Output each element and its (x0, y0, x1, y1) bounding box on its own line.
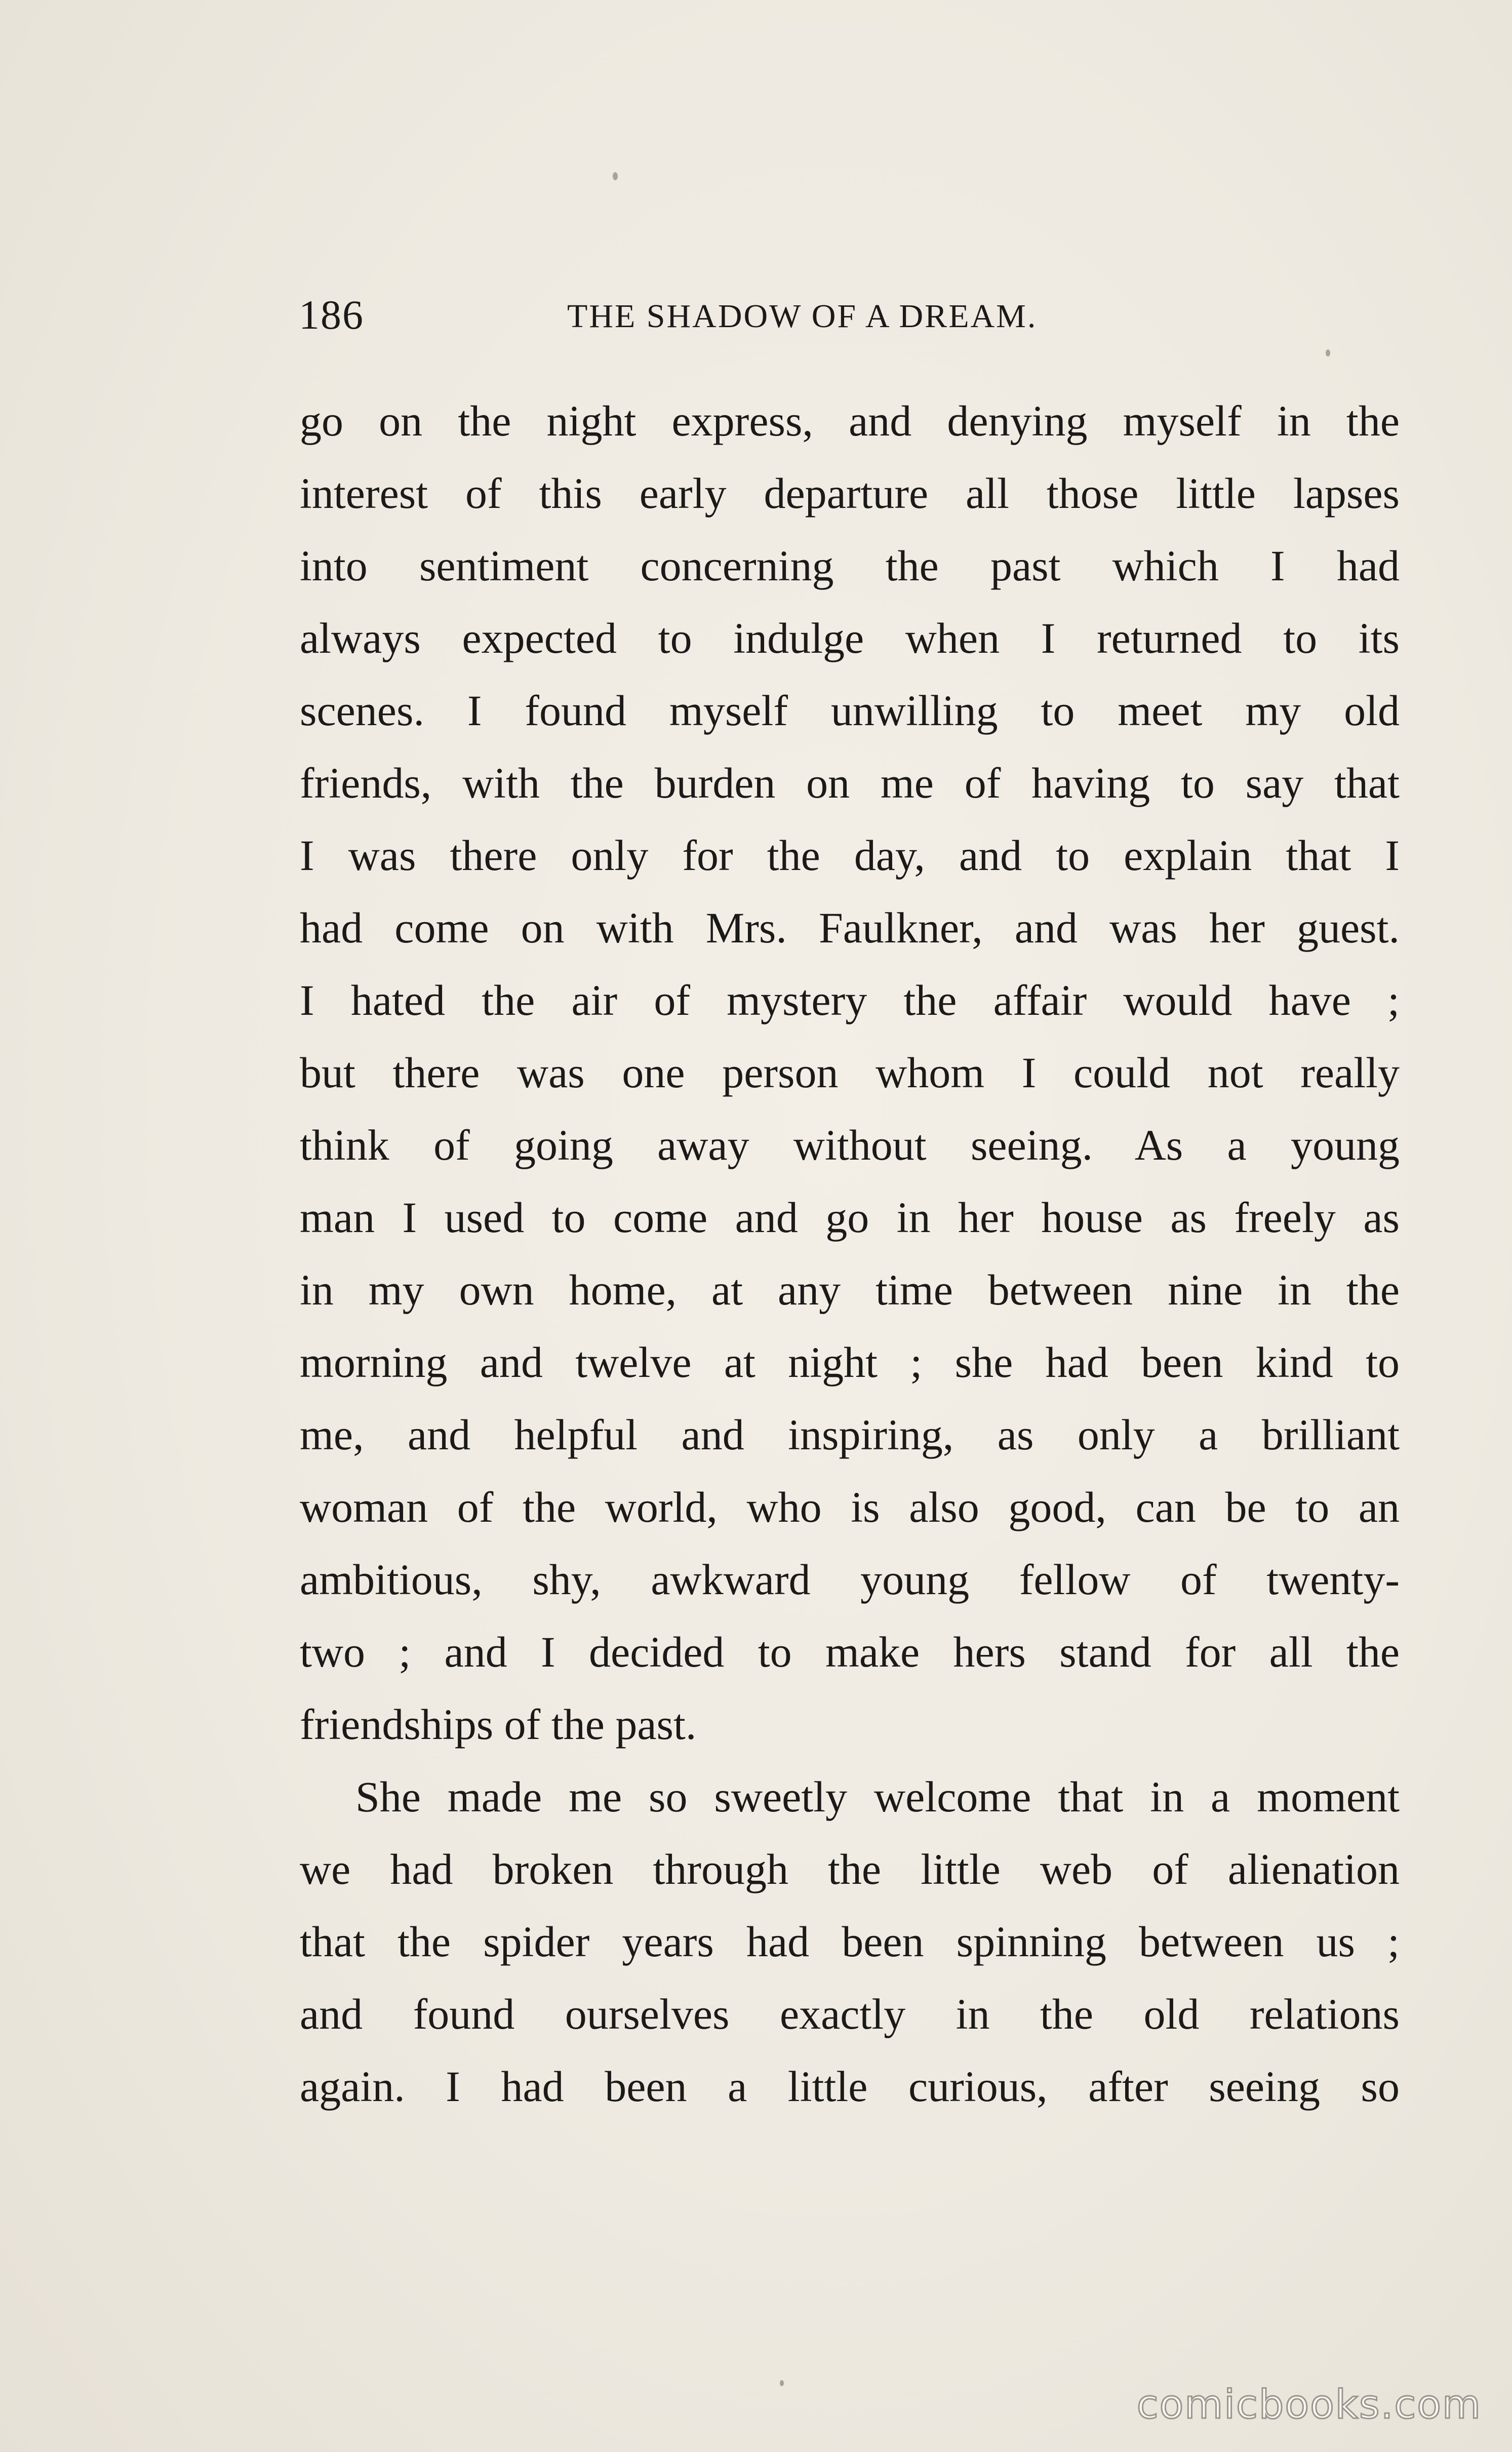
text-line: man I used to come and go in her house as freely as (300, 1193, 1400, 1242)
text-line: morning and twelve at night ; she had been kind to (300, 1338, 1400, 1387)
text-line: that the spider years had been spinning between us ; (300, 1917, 1400, 1966)
text-line: think of going away without seeing. As a young (300, 1121, 1400, 1169)
text-line: had come on with Mrs. Faulkner, and was her guest. (300, 903, 1400, 952)
text-line: scenes. I found myself unwilling to meet my old (300, 686, 1400, 735)
watermark: comicbooks.com (1136, 2382, 1482, 2428)
page-number: 186 (299, 292, 364, 338)
text-line: woman of the world, who is also good, can be to an (300, 1483, 1400, 1531)
paper-speck (1326, 349, 1330, 357)
text-line: me, and helpful and inspiring, as only a brilliant (300, 1410, 1400, 1459)
text-line: friends, with the burden on me of having to say that (300, 759, 1400, 807)
text-line: into sentiment concerning the past which I had (300, 541, 1400, 590)
text-line: always expected to indulge when I returned to its (300, 614, 1400, 662)
text-line: ambitious, shy, awkward young fellow of twenty- (300, 1555, 1400, 1604)
text-line: again. I had been a little curious, after seeing so (300, 2062, 1400, 2111)
text-line: two ; and I decided to make hers stand for all the (300, 1628, 1400, 1676)
paper-speck (613, 172, 618, 180)
text-line: but there was one person whom I could not really (300, 1048, 1400, 1097)
running-head: THE SHADOW OF A DREAM. (567, 298, 1038, 335)
text-line: I was there only for the day, and to explain that I (300, 831, 1400, 880)
page-header (299, 286, 1392, 347)
text-line: interest of this early departure all those little lapses (300, 469, 1400, 518)
text-line: we had broken through the little web of alienation (300, 1845, 1400, 1893)
text-line: I hated the air of mystery the affair would have ; (300, 976, 1400, 1024)
text-line: in my own home, at any time between nine in the (300, 1265, 1400, 1314)
text-line: and found ourselves exactly in the old relations (300, 1990, 1400, 2038)
body-text (300, 385, 1400, 2123)
text-line: go on the night express, and denying myself in the (300, 397, 1400, 445)
paragraph-end-line: friendships of the past. (300, 1700, 697, 1749)
paper-speck (780, 2380, 784, 2386)
paragraph-start-line: She made me so sweetly welcome that in a moment (355, 1772, 1400, 1821)
